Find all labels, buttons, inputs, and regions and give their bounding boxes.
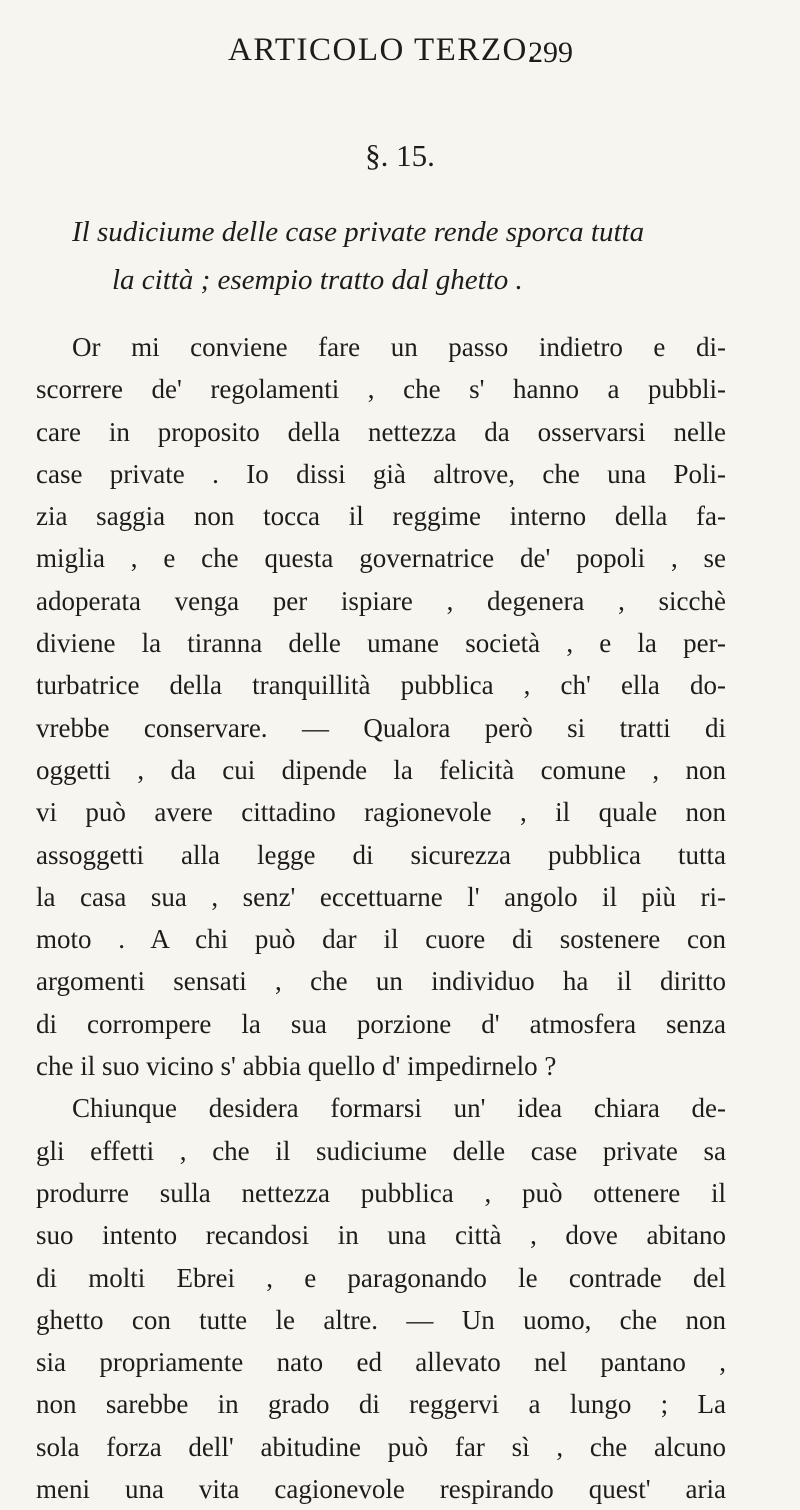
text-line: vi può avere cittadino ragionevole , il quale non xyxy=(36,797,726,828)
page-number: 299 xyxy=(528,36,573,69)
text-line: Or mi conviene fare un passo indietro e di- xyxy=(72,332,726,362)
text-line: vrebbe conservare. — Qualora però si tratti di xyxy=(36,712,726,743)
body-paragraphs xyxy=(36,326,726,1510)
text-line: di corrompere la sua porzione d' atmosfera senza xyxy=(36,1008,726,1039)
text-line: case private . Io dissi già altrove, che una Poli- xyxy=(36,458,726,489)
subtitle-line: la città ; esempio tratto dal ghetto . xyxy=(112,264,523,296)
text-line: produrre sulla nettezza pubblica , può ottenere il xyxy=(36,1177,726,1208)
running-head xyxy=(0,32,800,80)
text-line: gli effetti , che il sudiciume delle case private sa xyxy=(36,1135,726,1166)
text-line: care in proposito della nettezza da osservarsi nelle xyxy=(36,416,726,447)
text-line: diviene la tiranna delle umane società , e la per- xyxy=(36,628,726,659)
text-line: adoperata venga per ispiare , degenera , sicchè xyxy=(36,585,726,616)
text-line: Chiunque desidera formarsi un' idea chiara de- xyxy=(72,1093,726,1124)
text-line: assoggetti alla legge di sicurezza pubblica tutta xyxy=(36,839,726,870)
text-line: miglia , e che questa governatrice de' popoli , se xyxy=(36,543,726,574)
text-line: suo intento recandosi in una città , dove abitano xyxy=(36,1220,726,1251)
text-line: di molti Ebrei , e paragonando le contrade del xyxy=(36,1262,726,1293)
text-line: oggetti , da cui dipende la felicità comune , non xyxy=(36,754,726,785)
text-line: argomenti sensati , che un individuo ha il diritto xyxy=(36,966,726,997)
text-line: turbatrice della tranquillità pubblica , ch' ella do- xyxy=(36,670,726,701)
text-line: non sarebbe in grado di reggervi a lungo ; La xyxy=(36,1389,726,1420)
text-line: moto . A chi può dar il cuore di sostenere con xyxy=(36,924,726,955)
text-line: che il suo vicino s' abbia quello d' impedirnelo ? xyxy=(36,1051,557,1082)
subtitle-line: Il sudiciume delle case private rende sporca tutta xyxy=(72,216,645,248)
text-line: ghetto con tutte le altre. — Un uomo, che non xyxy=(36,1304,726,1335)
text-line: sola forza dell' abitudine può far sì , che alcuno xyxy=(36,1431,726,1462)
text-line: zia saggia non tocca il reggime interno della fa- xyxy=(36,501,726,532)
section-number: §. 15. xyxy=(365,138,435,173)
running-title: ARTICOLO TERZO. xyxy=(228,32,538,68)
text-line: meni una vita cagionevole respirando quest' aria xyxy=(36,1474,726,1505)
section-subtitle xyxy=(72,208,712,304)
text-line: scorrere de' regolamenti , che s' hanno a pubbli- xyxy=(36,374,726,405)
text-line: la casa sua , senz' eccettuarne l' angolo il più ri- xyxy=(36,881,726,912)
text-line: sia propriamente nato ed allevato nel pantano , xyxy=(36,1347,726,1378)
